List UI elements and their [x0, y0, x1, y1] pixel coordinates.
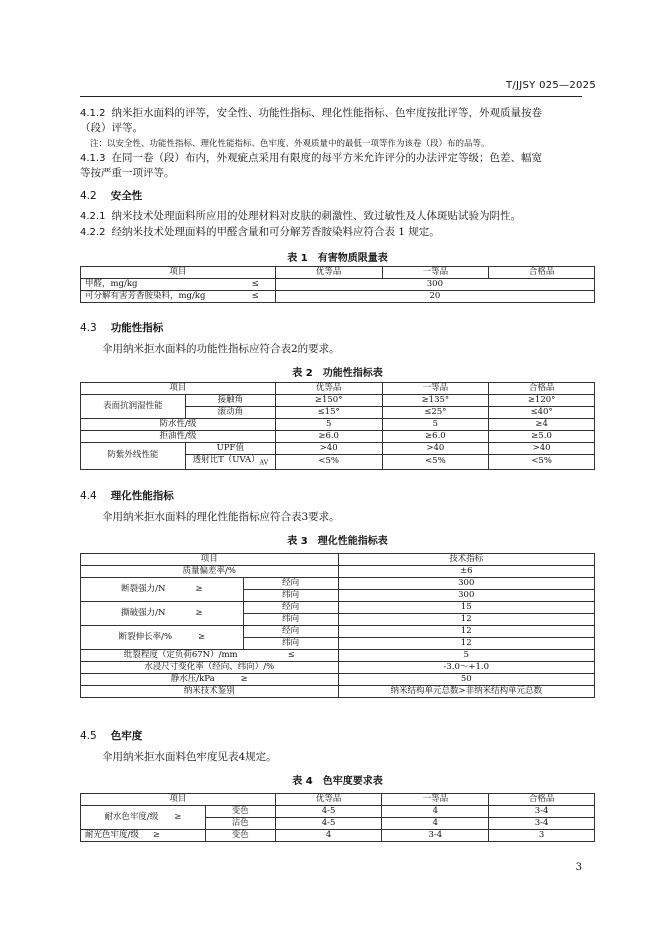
value-cell: ≤25°	[382, 407, 489, 419]
value-cell: ≥5.0	[489, 431, 595, 443]
clause-number: 4.1.2	[80, 108, 106, 119]
value-cell: 4	[382, 818, 489, 830]
item-cell: 水浸尺寸变化率（经向、纬向）/%	[81, 662, 339, 674]
group-cell	[81, 626, 244, 650]
clause-text: 纳米拒水面料的评等，安全性、功能性指标、理化性能指标、色牢度按批评等，外观质量按卷	[111, 107, 542, 119]
table-row	[81, 674, 595, 686]
header-cell: 一等品	[382, 794, 489, 806]
direction-cell: 纬向	[243, 638, 338, 650]
page-number: 3	[575, 862, 582, 873]
table-row	[81, 419, 595, 431]
operator: ≥	[174, 812, 182, 822]
item-cell	[81, 830, 206, 842]
clause-text: 纳米技术处理面料所应用的处理材料对皮肤的刺激性、致过敏性及人体斑贴试验为阴性。	[111, 210, 521, 222]
value-cell: ≥120°	[489, 395, 595, 407]
table4-caption: 表 4 色牢度要求表	[292, 776, 383, 787]
clause-number: 4.1.3	[80, 153, 106, 164]
table-row	[81, 686, 595, 698]
value-cell: >40	[489, 443, 595, 455]
item-cell	[185, 455, 275, 470]
value-cell: 12	[338, 638, 594, 650]
value-cell: 3-4	[489, 806, 595, 818]
item-label: 耐水色牢度/级	[104, 812, 159, 822]
value-cell: 5	[382, 419, 489, 431]
header-rule	[80, 96, 582, 97]
table2	[80, 382, 595, 470]
table1	[80, 266, 595, 303]
item-cell	[81, 674, 339, 686]
table1-caption: 表 1 有害物质限量表	[287, 253, 388, 264]
value-cell: <5%	[382, 455, 489, 470]
header-cell: 项目	[81, 267, 276, 279]
operator: ≥	[195, 608, 203, 618]
header-cell: 一等品	[382, 267, 489, 279]
group-cell	[81, 602, 244, 626]
header-cell: 优等品	[275, 794, 382, 806]
value-cell: ≥135°	[382, 395, 489, 407]
table-row	[81, 830, 595, 842]
header-cell: 项目	[81, 554, 339, 566]
section-number: 4.2	[80, 190, 97, 202]
section-title: 功能性指标	[110, 322, 164, 334]
value-cell: 12	[338, 626, 594, 638]
item-cell: 滚动角	[185, 407, 275, 419]
table-row	[81, 806, 595, 818]
value-cell: 3	[489, 830, 595, 842]
item-label: 断裂伸长率/%	[118, 632, 173, 642]
header-cell: 优等品	[275, 267, 382, 279]
table-row	[81, 602, 595, 614]
table-header-row	[81, 267, 595, 279]
item-cell: 拒油性/级	[81, 431, 276, 443]
item-cell	[81, 291, 276, 303]
value-cell: ≥4	[489, 419, 595, 431]
operator: ≥	[152, 830, 160, 840]
section-number: 4.5	[80, 730, 97, 742]
value-cell: <5%	[275, 455, 382, 470]
value-cell: 5	[338, 650, 594, 662]
table2-caption: 表 2 功能性指标表	[292, 368, 383, 379]
group-cell	[81, 806, 206, 830]
item-label: 甲醛，mg/kg	[85, 279, 138, 289]
operator: ≥	[198, 632, 206, 642]
operator: ≥	[240, 674, 248, 684]
table-header-row	[81, 794, 595, 806]
clause-text: 在同一卷（段）布内，外观疵点采用有限度的每平方米允许评分的办法评定等级；色差、幅宽	[111, 152, 542, 164]
clause-text-cont: （段）评等。	[80, 122, 143, 134]
header-cell: 项目	[81, 383, 276, 395]
header-cell: 合格品	[489, 383, 595, 395]
table-row	[81, 578, 595, 590]
table-row	[81, 626, 595, 638]
group-cell	[81, 578, 244, 602]
value-cell: 4	[382, 806, 489, 818]
value-cell: ±6	[338, 566, 594, 578]
table-row	[81, 279, 595, 291]
value-cell: ≥150°	[275, 395, 382, 407]
table3-caption: 表 3 理化性能指标表	[287, 536, 388, 547]
value-cell: 15	[338, 602, 594, 614]
section-4-5-text: 伞用纳米拒水面料色牢度见表4规定。	[102, 751, 277, 763]
item-label: 静水压/kPa	[170, 674, 215, 684]
table-row	[81, 566, 595, 578]
table-row	[81, 395, 595, 407]
section-title: 安全性	[110, 190, 143, 202]
value-cell: ≥6.0	[275, 431, 382, 443]
value-cell: <5%	[489, 455, 595, 470]
table-row	[81, 662, 595, 674]
value-cell: 纳米结构单元总数>非纳米结构单元总数	[338, 686, 594, 698]
section-number: 4.4	[80, 490, 97, 502]
table-row	[81, 431, 595, 443]
item-label: 透射比T（UVA）	[192, 455, 260, 465]
item-label: 耐光色牢度/级	[85, 830, 139, 840]
value-cell: 300	[275, 279, 594, 291]
clause-number: 4.2.2	[80, 227, 106, 238]
subscript: AV	[259, 459, 269, 467]
section-title: 色牢度	[110, 730, 143, 742]
value-cell: ≤15°	[275, 407, 382, 419]
value-cell: ≤40°	[489, 407, 595, 419]
item-cell: 接触角	[185, 395, 275, 407]
item-cell: 质量偏差率/%	[81, 566, 339, 578]
table4	[80, 793, 595, 842]
section-4-4-heading	[80, 488, 174, 503]
document-code: T/JJSY 025—2025	[505, 80, 596, 91]
value-cell: 4-5	[275, 818, 382, 830]
operator: ≤	[251, 291, 259, 301]
value-cell: 300	[338, 578, 594, 590]
clause-4-2-2	[80, 225, 595, 240]
group-cell: 表面抗润湿性能	[81, 395, 186, 419]
value-cell: 4-5	[275, 806, 382, 818]
section-4-4-text: 伞用纳米拒水面料的理化性能指标应符合表3要求。	[102, 511, 340, 523]
clause-text: 经纳米技术处理面料的甲醛含量和可分解芳香胺染料应符合表 1 规定。	[111, 226, 440, 238]
item-label: 撕破强力/N	[121, 608, 166, 618]
value-cell: 20	[275, 291, 594, 303]
section-4-3-heading	[80, 320, 163, 335]
value-cell: >40	[382, 443, 489, 455]
section-title: 理化性能指标	[110, 490, 174, 502]
header-cell: 项目	[81, 794, 276, 806]
table-row	[81, 650, 595, 662]
item-cell: 防水性/级	[81, 419, 276, 431]
item-cell: UPF值	[185, 443, 275, 455]
value-cell: 300	[338, 590, 594, 602]
direction-cell: 纬向	[243, 614, 338, 626]
clause-4-1-3	[80, 151, 595, 181]
clause-number: 4.2.1	[80, 211, 106, 222]
item-label: 纰裂程度（定负荷67N）/mm	[123, 650, 238, 660]
header-cell: 一等品	[382, 383, 489, 395]
header-cell: 优等品	[275, 383, 382, 395]
header-cell: 合格品	[489, 267, 595, 279]
direction-cell: 纬向	[243, 590, 338, 602]
sub-item-cell: 变色	[205, 806, 275, 818]
section-4-2-heading	[80, 188, 142, 203]
item-cell	[81, 650, 339, 662]
item-cell: 纳米技术鉴别	[81, 686, 339, 698]
item-cell	[81, 279, 276, 291]
section-4-5-heading	[80, 728, 142, 743]
note: 注：以安全性、功能性指标、理化性能指标、色牢度、外观质量中的最低一项等作为该卷（段）布的品等。	[90, 139, 490, 149]
value-cell: 12	[338, 614, 594, 626]
clause-text-cont: 等按严重一项评等。	[80, 167, 175, 179]
sub-item-cell: 变色	[205, 830, 275, 842]
value-cell: >40	[275, 443, 382, 455]
table-header-row	[81, 383, 595, 395]
direction-cell: 经向	[243, 602, 338, 614]
table-header-row	[81, 554, 595, 566]
operator: ≤	[287, 650, 295, 660]
item-label: 可分解有害芳香胺染料，mg/kg	[85, 291, 206, 301]
value-cell: ≥6.0	[382, 431, 489, 443]
operator: ≥	[195, 584, 203, 594]
item-label: 断裂强力/N	[121, 584, 166, 594]
header-cell: 合格品	[489, 794, 595, 806]
table3	[80, 553, 595, 698]
table-row	[81, 291, 595, 303]
direction-cell: 经向	[243, 578, 338, 590]
operator: ≤	[251, 279, 259, 289]
table-row	[81, 443, 595, 455]
clause-4-2-1	[80, 209, 595, 224]
direction-cell: 经向	[243, 626, 338, 638]
value-cell: 50	[338, 674, 594, 686]
value-cell: 4	[275, 830, 382, 842]
value-cell: -3.0～+1.0	[338, 662, 594, 674]
section-4-3-text: 伞用纳米拒水面料的功能性指标应符合表2的要求。	[102, 343, 340, 355]
clause-4-1-2	[80, 106, 595, 136]
section-number: 4.3	[80, 322, 97, 334]
value-cell: 5	[275, 419, 382, 431]
value-cell: 3-4	[382, 830, 489, 842]
header-cell: 技术指标	[338, 554, 594, 566]
value-cell: 3-4	[489, 818, 595, 830]
group-cell: 防紫外线性能	[81, 443, 186, 470]
sub-item-cell: 沾色	[205, 818, 275, 830]
